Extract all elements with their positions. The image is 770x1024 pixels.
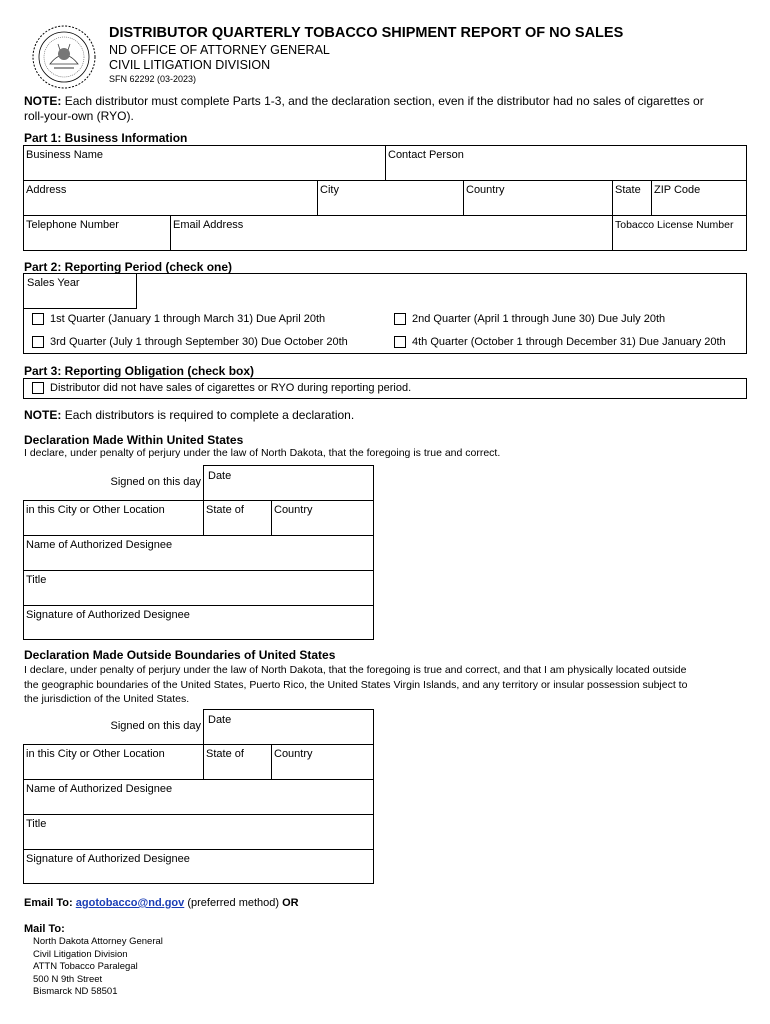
decl-us-state-label: State of	[206, 504, 244, 516]
city-field[interactable]	[318, 181, 464, 216]
q4-checkbox[interactable]	[394, 336, 406, 348]
mail-address	[33, 936, 163, 999]
part1-heading: Part 1: Business Information	[24, 131, 188, 145]
decl-out-line2: the geographic boundaries of the United States, Puerto Rico, the United States Virgin Islands, and any territory or insular possession subject to	[24, 678, 688, 691]
note-1-label: NOTE:	[24, 94, 62, 108]
telephone-field[interactable]	[24, 216, 171, 251]
license-field[interactable]	[613, 216, 747, 251]
country-field[interactable]	[464, 181, 613, 216]
telephone-label: Telephone Number	[26, 219, 119, 231]
decl-out-country-label: Country	[274, 748, 313, 760]
decl-us-country-field[interactable]	[272, 501, 374, 536]
decl-us-text: I declare, under penalty of perjury under the law of North Dakota, that the foregoing is true and correct.	[24, 447, 501, 459]
decl-us-date-label: Date	[208, 470, 232, 482]
note-2-text: Each distributors is required to complete a declaration.	[64, 408, 355, 422]
address-field[interactable]	[24, 181, 318, 216]
mail-line: Bismarck ND 58501	[33, 986, 118, 998]
business-name-field[interactable]	[24, 146, 386, 181]
division-name: CIVIL LITIGATION DIVISION	[109, 58, 271, 72]
mail-line: 500 N 9th Street	[33, 973, 103, 985]
state-label: State	[615, 184, 641, 196]
email-suffix: (preferred method)	[187, 897, 280, 909]
email-to-label: Email To:	[24, 897, 73, 909]
decl-us-date-field[interactable]	[203, 465, 374, 501]
q2-label: 2nd Quarter (April 1 through June 30) Due July 20th	[412, 313, 666, 325]
zip-label: ZIP Code	[654, 184, 701, 196]
decl-out-city-field[interactable]	[24, 745, 204, 780]
contact-person-field[interactable]	[386, 146, 747, 181]
zip-field[interactable]	[652, 181, 747, 216]
decl-us-signed-label: Signed on this day	[110, 476, 201, 488]
decl-us-country-label: Country	[274, 504, 313, 516]
note-1-line2: roll-your-own (RYO).	[24, 109, 134, 123]
decl-out-city-label: in this City or Other Location	[26, 748, 165, 760]
state-field[interactable]	[613, 181, 652, 216]
decl-out-title-label: Title	[26, 818, 47, 830]
decl-us-title-label: Title	[26, 574, 47, 586]
office-name: ND OFFICE OF ATTORNEY GENERAL	[109, 43, 330, 57]
license-label: Tobacco License Number	[615, 219, 734, 231]
part3-heading: Part 3: Reporting Obligation (check box)	[24, 364, 255, 378]
q4-label: 4th Quarter (October 1 through December 31) Due January 20th	[412, 336, 726, 348]
email-field[interactable]	[171, 216, 613, 251]
decl-out-table	[23, 744, 374, 884]
decl-us-city-field[interactable]	[24, 501, 204, 536]
decl-out-state-field[interactable]	[204, 745, 272, 780]
decl-out-name-field[interactable]	[24, 780, 374, 815]
q2-checkbox[interactable]	[394, 313, 406, 325]
decl-us-name-field[interactable]	[24, 536, 374, 571]
decl-out-heading: Declaration Made Outside Boundaries of United States	[24, 648, 336, 662]
decl-out-line1: I declare, under penalty of perjury under the law of North Dakota, that the foregoing is true and correct, and that I am physically located outside	[24, 664, 687, 676]
decl-us-name-label: Name of Authorized Designee	[26, 539, 173, 551]
decl-out-state-label: State of	[206, 748, 244, 760]
q3-label: 3rd Quarter (July 1 through September 30) Due October 20th	[50, 336, 348, 348]
contact-person-label: Contact Person	[388, 149, 464, 161]
city-label: City	[320, 184, 339, 196]
form-number: SFN 62292 (03-2023)	[109, 74, 197, 84]
decl-us-title-field[interactable]	[24, 571, 374, 606]
business-name-label: Business Name	[26, 149, 104, 161]
sales-year-label: Sales Year	[27, 277, 80, 289]
state-seal	[30, 24, 98, 90]
decl-us-state-field[interactable]	[204, 501, 272, 536]
email-label: Email Address	[173, 219, 244, 231]
decl-us-city-label: in this City or Other Location	[26, 504, 165, 516]
decl-out-country-field[interactable]	[272, 745, 374, 780]
email-link[interactable]: agotobacco@nd.gov	[75, 897, 185, 909]
note-1-line1: Each distributor must complete Parts 1-3, and the declaration section, even if the distributor had no sales of cigarettes or	[64, 94, 704, 108]
decl-out-text	[24, 663, 764, 707]
decl-out-signature-field[interactable]	[24, 850, 374, 884]
note-2-label: NOTE:	[24, 408, 62, 422]
country-label: Country	[466, 184, 505, 196]
decl-out-signature-label: Signature of Authorized Designee	[26, 853, 190, 865]
decl-out-signed-label: Signed on this day	[110, 720, 201, 732]
q3-checkbox[interactable]	[32, 336, 44, 348]
decl-out-date-label: Date	[208, 714, 232, 726]
note-2	[24, 408, 354, 422]
decl-out-line3: the jurisdiction of the United States.	[24, 693, 190, 705]
q1-label: 1st Quarter (January 1 through March 31) Due April 20th	[50, 313, 326, 325]
decl-out-title-field[interactable]	[24, 815, 374, 850]
q1-checkbox[interactable]	[32, 313, 44, 325]
decl-out-date-field[interactable]	[203, 709, 374, 745]
decl-us-signature-field[interactable]	[24, 606, 374, 640]
mail-line: ATTN Tobacco Paralegal	[33, 961, 138, 973]
email-to	[24, 897, 299, 909]
decl-us-table	[23, 500, 374, 640]
part2-heading: Part 2: Reporting Period (check one)	[24, 260, 233, 274]
mail-line: Civil Litigation Division	[33, 948, 128, 960]
mail-to-label: Mail To:	[24, 923, 65, 935]
form-title: DISTRIBUTOR QUARTERLY TOBACCO SHIPMENT REPORT OF NO SALES	[109, 25, 624, 41]
note-1	[24, 94, 764, 124]
no-sales-label: Distributor did not have sales of cigarettes or RYO during reporting period.	[50, 382, 412, 394]
no-sales-checkbox[interactable]	[32, 382, 44, 394]
email-or: OR	[282, 897, 299, 909]
mail-line: North Dakota Attorney General	[33, 936, 163, 947]
address-label: Address	[26, 184, 67, 196]
decl-out-name-label: Name of Authorized Designee	[26, 783, 173, 795]
decl-us-heading: Declaration Made Within United States	[24, 433, 244, 447]
part1-table	[23, 145, 747, 251]
decl-us-signature-label: Signature of Authorized Designee	[26, 609, 190, 621]
sales-year-field[interactable]	[23, 273, 137, 309]
